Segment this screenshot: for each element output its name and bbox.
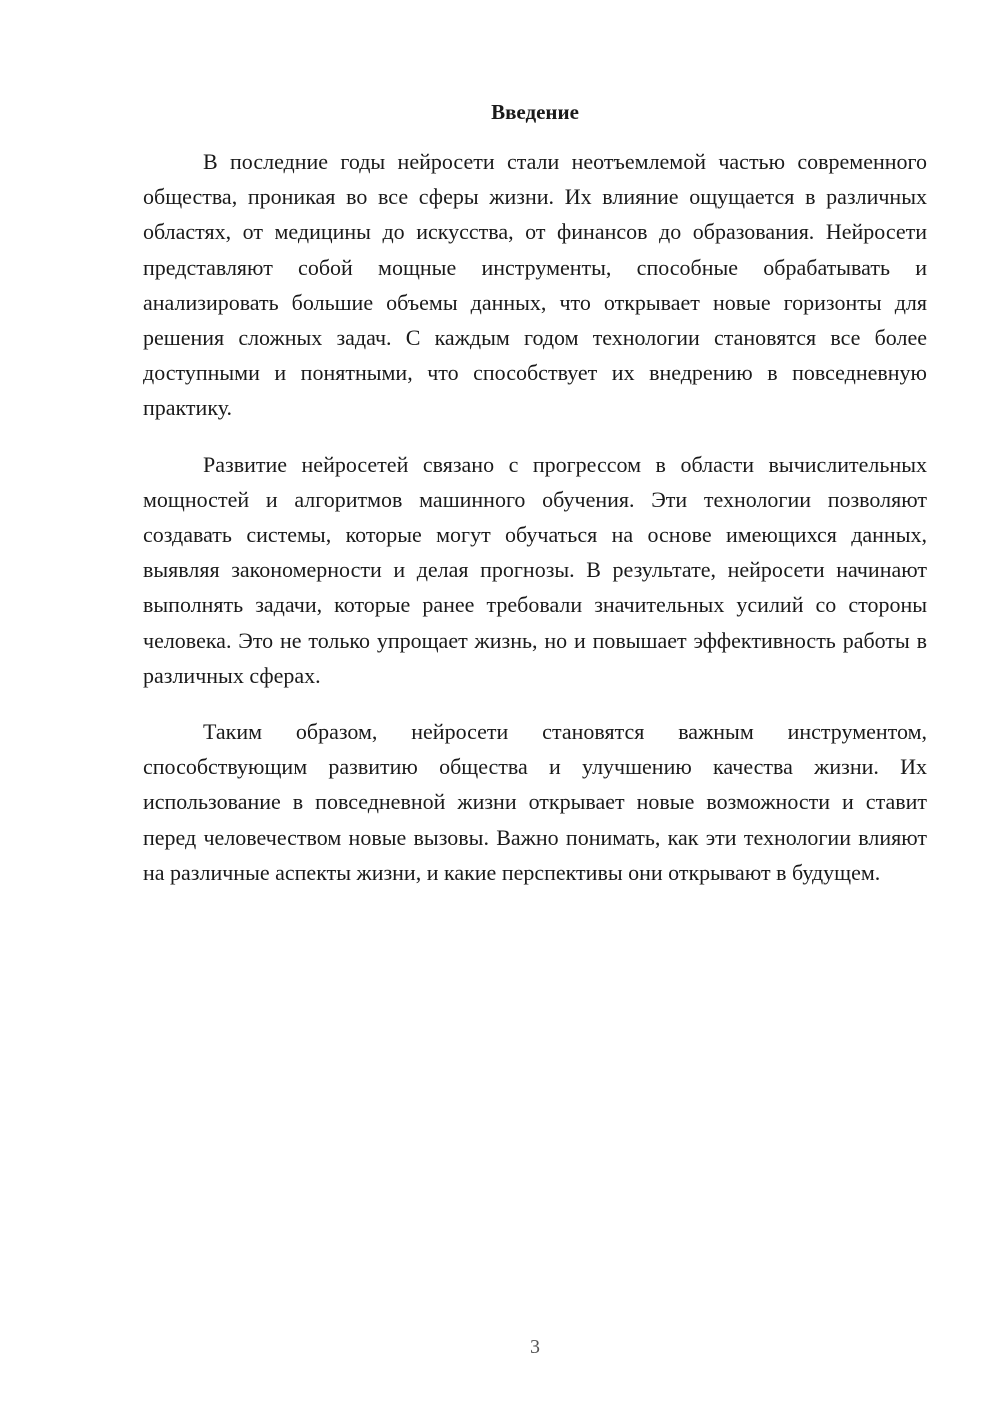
page-number: 3 — [530, 1336, 540, 1358]
paragraph-3: Таким образом, нейросети становятся важным инструментом, способствующим развитию общества и улучшению качества жизни. Их использование в повседневной жизни открывает новые возможности и ставит перед человечеством новые вызовы. Важно понимать, как эти технологии влияют на различные аспекты жизни, и какие перспективы они открывают в будущем. — [143, 719, 927, 885]
paragraph-1: В последние годы нейросети стали неотъемлемой частью современного общества, проникая во все сферы жизни. Их влияние ощущается в различных областях, от медицины до искусства, от финансов до образования. Нейросети представляют собой мощные инструменты, способные обрабатывать и анализировать большие объемы данных, что открывает новые горизонты для решения сложных задач. С каждым годом технологии становятся все более доступными и понятными, что способствует их внедрению в повседневную практику. — [143, 149, 927, 421]
section-title: Введение — [491, 100, 579, 124]
paragraph-2: Развитие нейросетей связано с прогрессом в области вычислительных мощностей и алгоритмов машинного обучения. Эти технологии позволяют создавать системы, которые могут обучаться на основе имеющихся данных, выявляя закономерности и делая прогнозы. В результате, нейросети начинают выполнять задачи, которые ранее требовали значительных усилий со стороны человека. Это не только упрощает жизнь, но и повышает эффективность работы в различных сферах. — [143, 451, 927, 688]
page-content — [143, 96, 927, 911]
